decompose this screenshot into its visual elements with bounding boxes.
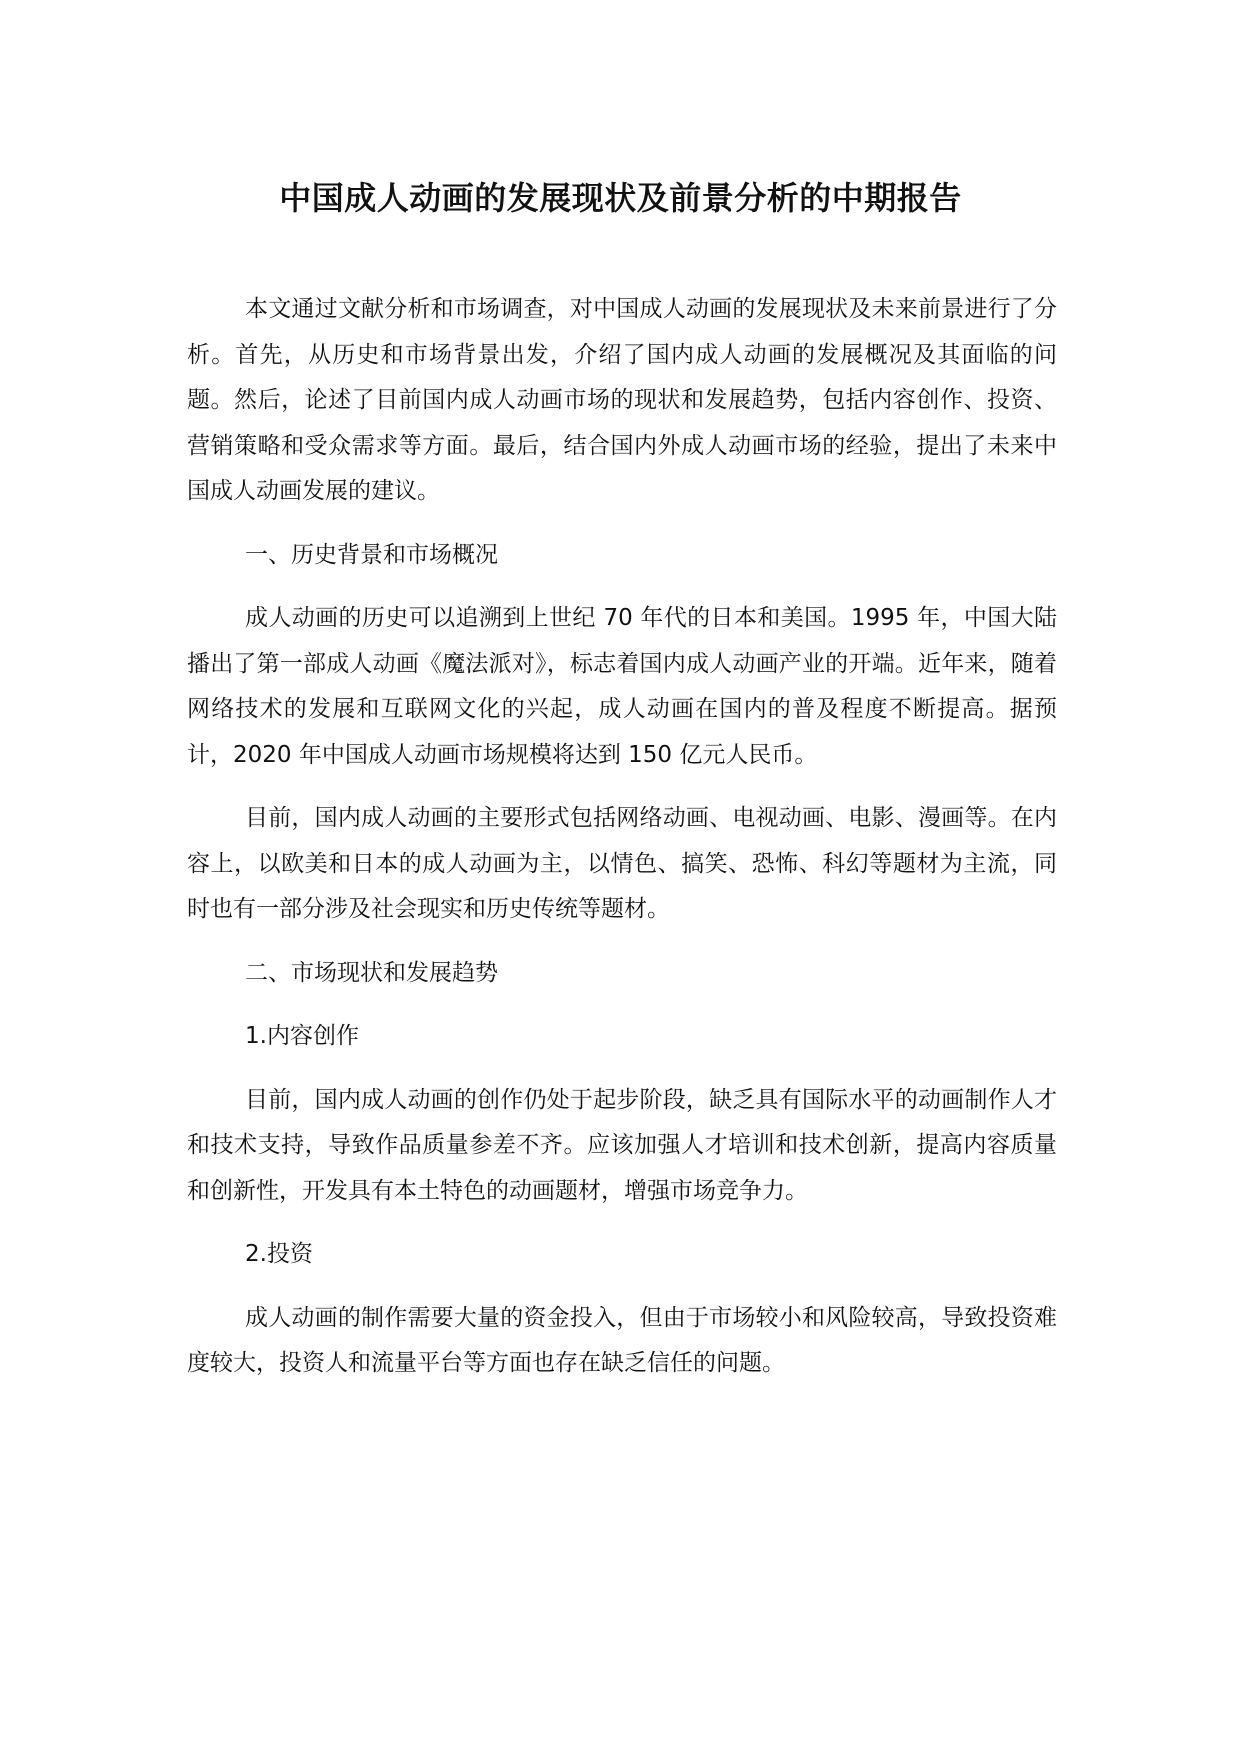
investment-paragraph: 成人动画的制作需要大量的资金投入，但由于市场较小和风险较高，导致投资难度较大，投资人和流量平台等方面也存在缺乏信任的问题。 [187, 1304, 1057, 1376]
history-paragraph: 成人动画的历史可以追溯到上世纪 70 年代的日本和美国。1995 年，中国大陆播出了第一部成人动画《魔法派对》，标志着国内成人动画产业的开端。近年来，随着网络技术的发展和互联网文化的兴起，成人动画在国内的普及程度不断提高。据预计，2020 年中国成人动画市场规模将达到 150 亿元人民币。 [187, 605, 1057, 768]
forms-paragraph: 目前，国内成人动画的主要形式包括网络动画、电视动画、电影、漫画等。在内容上，以欧美和日本的成人动画为主，以情色、搞笑、恐怖、科幻等题材为主流，同时也有一部分涉及社会现实和历史传统等题材。 [187, 805, 1057, 922]
content-creation-paragraph: 目前，国内成人动画的创作仍处于起步阶段，缺乏具有国际水平的动画制作人才和技术支持，导致作品质量参差不齐。应该加强人才培训和技术创新，提高内容质量和创新性，开发具有本土特色的动画题材，增强市场竞争力。 [187, 1086, 1057, 1204]
subsection-heading-content: 1.内容创作 [245, 1023, 359, 1049]
document-title: 中国成人动画的发展现状及前景分析的中期报告 [279, 179, 962, 217]
document-body [187, 287, 1057, 1405]
abstract-paragraph: 本文通过文献分析和市场调查，对中国成人动画的发展现状及未来前景进行了分析。首先，从历史和市场背景出发，介绍了国内成人动画的发展概况及其面临的问题。然后，论述了目前国内成人动画市场的现状和发展趋势，包括内容创作、投资、营销策略和受众需求等方面。最后，结合国内外成人动画市场的经验，提出了未来中国成人动画发展的建议。 [187, 296, 1057, 504]
section-heading-history: 一、历史背景和市场概况 [245, 541, 498, 568]
section-heading-market: 二、市场现状和发展趋势 [245, 959, 498, 986]
subsection-heading-investment: 2.投资 [245, 1241, 313, 1267]
